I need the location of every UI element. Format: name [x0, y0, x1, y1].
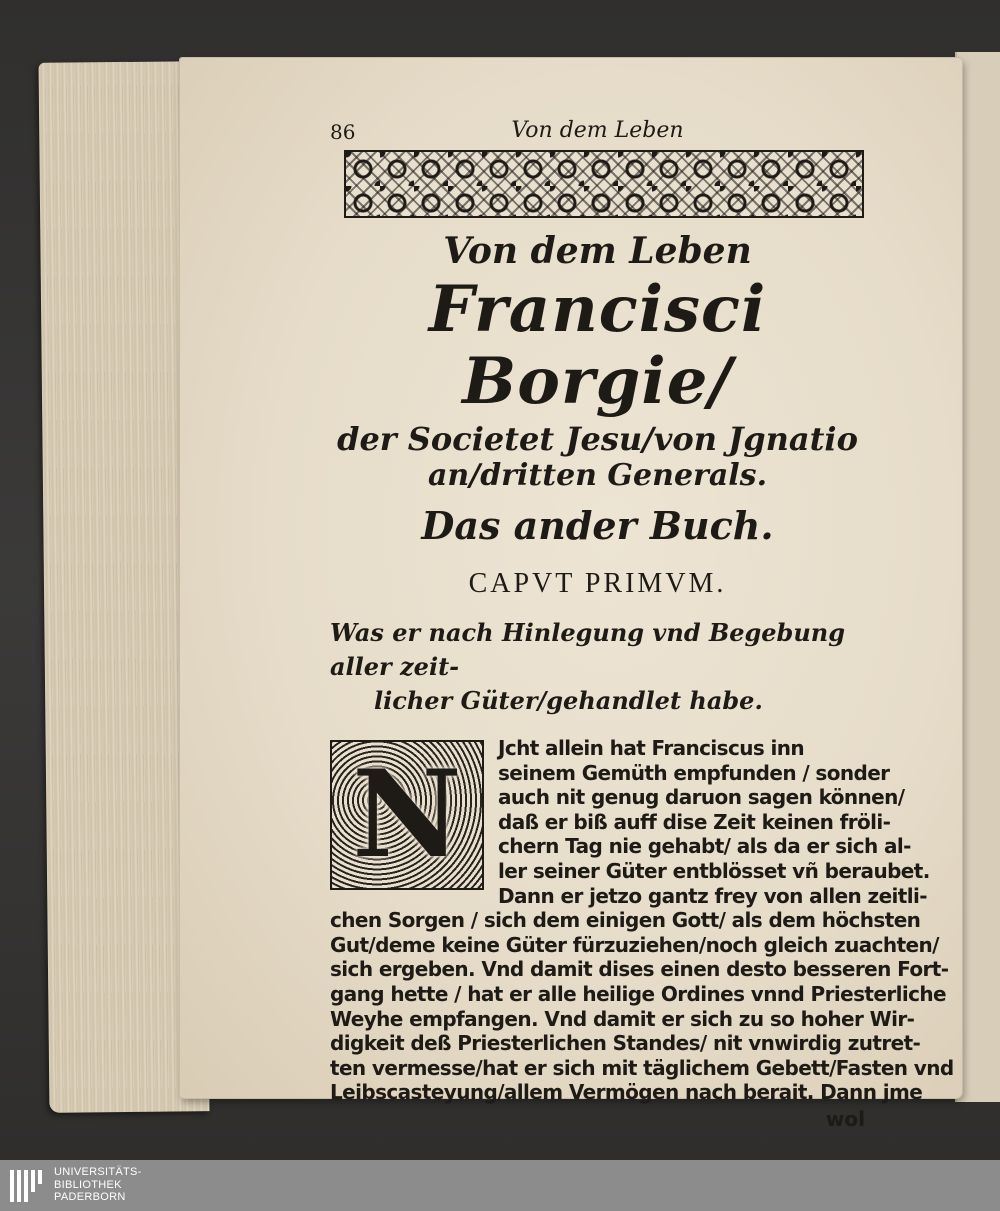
library-logo-text [54, 1166, 142, 1204]
decorated-initial [330, 740, 484, 890]
body-text [330, 736, 954, 1131]
page-number: 86 [330, 120, 356, 144]
body-line: daß er biß auff dise Zeit keinen fröli- [498, 809, 891, 834]
logo-line-1: UNIVERSITÄTS- [54, 1166, 142, 1178]
logo-line-3: PADERBORN [54, 1191, 126, 1203]
initial-letter: N [352, 744, 462, 885]
body-line: Jcht allein hat Franciscus inn [498, 736, 805, 760]
chapter-subtitle-line-2: licher Güter/gehandlet habe. [374, 686, 763, 715]
body-line: Weyhe empfangen. Vnd damit er sich zu so hoher Wir- [330, 1006, 915, 1031]
title-line-1: Von dem Leben [443, 230, 752, 272]
body-line: Gut/deme keine Güter fürzuziehen/noch gleich zuachten/ [330, 932, 939, 957]
body-line: ler seiner Güter entblösset vñ beraubet. [498, 858, 930, 883]
decorative-headpiece [344, 150, 864, 218]
title-line-3: der Societet Jesu/von Jgnatio [337, 420, 858, 458]
page-text [330, 110, 954, 1131]
chapter-heading: CAPVT PRIMVM. [468, 568, 727, 599]
body-line: Leibscasteyung/allem Vermögen nach berait. Dann jme [330, 1080, 923, 1105]
title-line-2: Francisci Borgie/ [428, 272, 767, 419]
body-line: digkeit deß Priesterlichen Standes/ nit vnwirdig zutret- [330, 1031, 921, 1056]
title-line-4: an/dritten Generals. [427, 458, 768, 493]
body-line: seinem Gemüth empfunden / sonder [498, 760, 890, 785]
body-line: gang hette / hat er alle heilige Ordines vnnd Priesterliche [330, 981, 946, 1006]
chapter-subtitle [330, 616, 865, 718]
library-logo-icon [8, 1166, 48, 1206]
body-line: Dann er jetzo gantz frey von allen zeitli- [498, 883, 927, 908]
body-line: chern Tag nie gehabt/ als da er sich al- [498, 834, 911, 859]
chapter-subtitle-line-1: Was er nach Hinlegung vnd Begebung aller zeit- [330, 618, 846, 681]
running-head-title: Von dem Leben [511, 118, 684, 143]
body-line: chen Sorgen / sich dem einigen Gott/ als dem höchsten [330, 908, 921, 933]
body-line: auch nit genug daruon sagen können/ [498, 785, 905, 810]
catchword: wol [825, 1106, 865, 1131]
logo-line-2: BIBLIOTHEK [54, 1178, 122, 1191]
library-footer-bar [0, 1160, 1000, 1211]
running-head [330, 110, 865, 150]
body-line: ten vermesse/hat er sich mit täglichem Gebett/Fasten vnd [330, 1055, 954, 1080]
body-line: sich ergeben. Vnd damit dises einen desto besseren Fort- [330, 957, 949, 982]
book-title: Das ander Buch. [421, 503, 774, 548]
